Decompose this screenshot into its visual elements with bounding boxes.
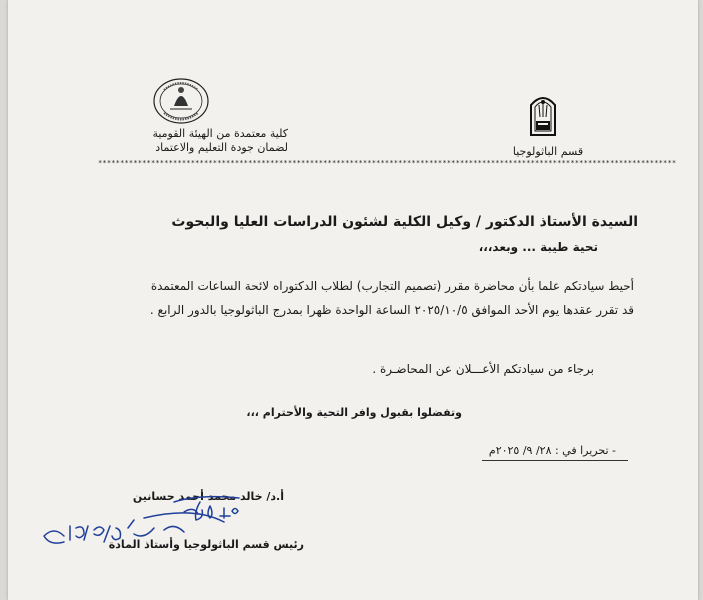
body-line-1: أحيط سيادتكم علما بأن محاضرة مقرر (تصميم التجارب) لطلاب الدكتوراه لائحة الساعات المعتمدة	[150, 279, 634, 293]
greeting: تحية طيبة ... وبعد،،،	[478, 240, 598, 254]
header-separator: ***********************************************************************************************************************************	[98, 160, 677, 166]
accreditation-line-1: كلية معتمدة من الهيئة القومية	[152, 127, 288, 140]
accreditation-seal-icon	[152, 76, 210, 126]
department-name: قسم الباثولوجيا	[512, 145, 584, 158]
letter-page	[8, 0, 698, 600]
signatory-name: أ.د/ خالد محمد أحمد حسانين	[132, 490, 284, 503]
accreditation-text	[78, 127, 288, 155]
university-logo-icon	[525, 91, 561, 137]
closing-line: وتفضلوا بقبول وافر التحية والأحترام ،،،	[246, 406, 462, 419]
body-line-2: قد تقرر عقدها يوم الأحد الموافق ٢٠٢٥/١٠/٥ الساعة الواحدة ظهرا بمدرج الباثولوجيا بالدور الرابع .	[149, 303, 634, 317]
date-underline	[482, 460, 628, 461]
addressee: السيدة الأستاذ الدكتور / وكيل الكلية لشئون الدراسات العليا والبحوث	[171, 214, 638, 230]
signatory-title: رئيس قسم الباثولوجيا وأستاذ المادة	[108, 538, 304, 551]
accreditation-line-2: لضمان جودة التعليم والاعتماد	[155, 141, 288, 154]
date-line: - تحريرا في : ٢٨/ ٩/ ٢٠٢٥م	[488, 444, 616, 457]
request-line: برجاء من سيادتكم الأعـــلان عن المحاضـرة .	[372, 362, 594, 376]
